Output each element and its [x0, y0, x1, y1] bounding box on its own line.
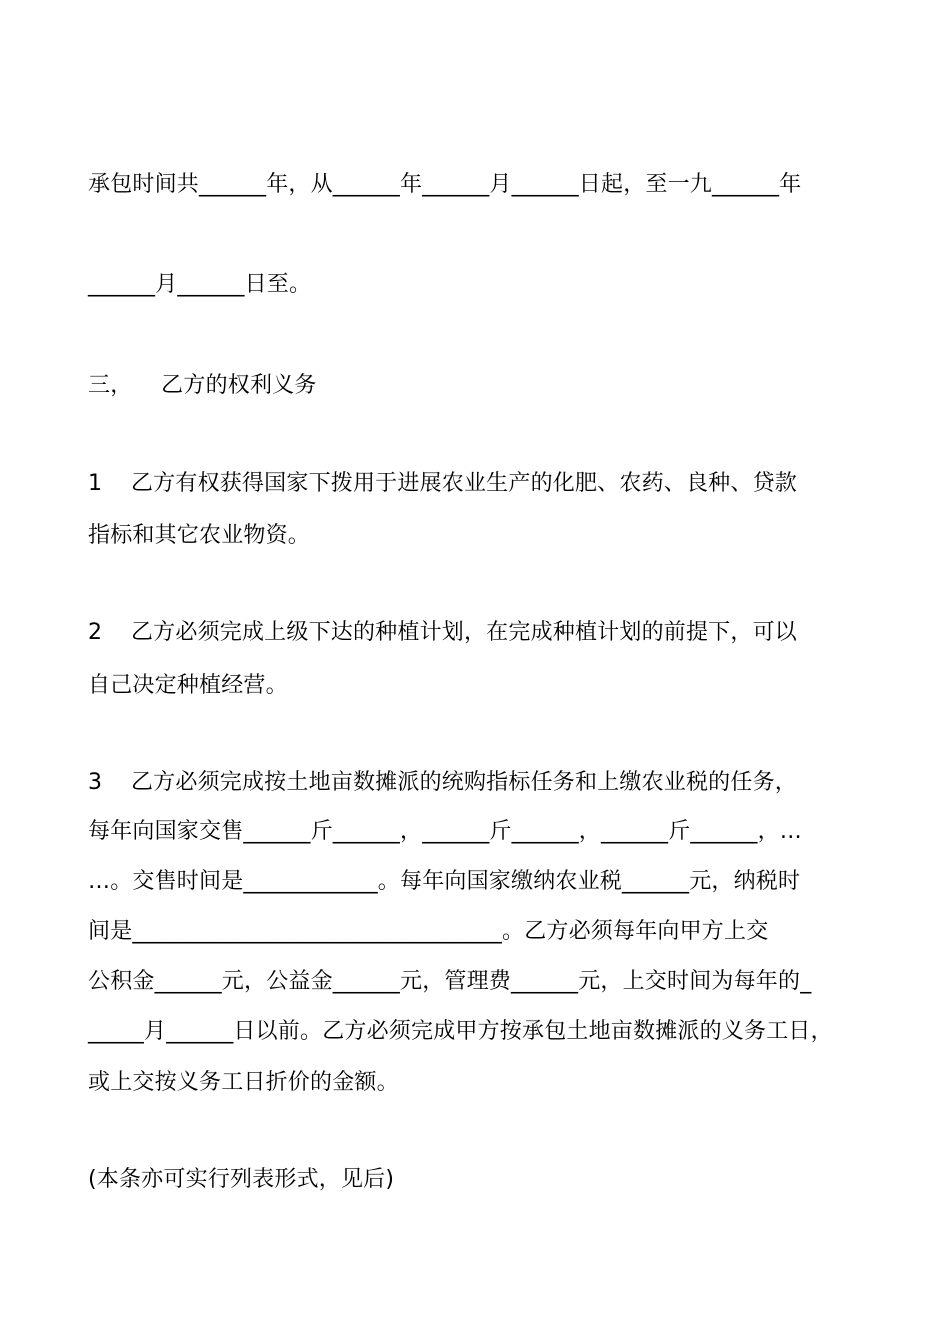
clause-2-line-1: 2 乙方必须完成上级下达的种植计划，在完成种植计划的前提下，可以 [88, 620, 797, 645]
clause-1-line-2: 指标和其它农业物资。 [88, 523, 311, 548]
clause-3-line-6: _____月______日以前。乙方必须完成甲方按承包土地亩数摊派的义务工日， [88, 1019, 833, 1044]
contract-term-line: 承包时间共______年，从______年______月______日起，至一九______年 [88, 172, 802, 197]
clause-3-line-7: 或上交按义务工日折价的金额。 [88, 1070, 399, 1095]
section-heading: 三， 乙方的权利义务 [88, 373, 317, 398]
contract-term-end-line: ______月______日至。 [88, 272, 312, 297]
clause-3-line-2: 每年向国家交售______斤______，______斤______，______斤______，… [88, 819, 803, 844]
clause-3-line-3: …。交售时间是____________。每年向国家缴纳农业税______元，纳税时 [88, 869, 801, 894]
clause-2-line-2: 自己决定种植经营。 [88, 673, 288, 698]
clause-1-line-1: 1 乙方有权获得国家下拨用于进展农业生产的化肥、农药、良种、贷款 [88, 471, 797, 496]
clause-3-line-4: 间是_________________________________。乙方必须每年向甲方上交 [88, 919, 769, 944]
clause-3-line-1: 3 乙方必须完成按土地亩数摊派的统购指标任务和上缴农业税的任务， [88, 770, 797, 795]
clause-3-line-5: 公积金______元，公益金______元，管理费______元，上交时间为每年的_ [88, 969, 812, 994]
note-line: (本条亦可实行列表形式，见后) [88, 1167, 395, 1192]
